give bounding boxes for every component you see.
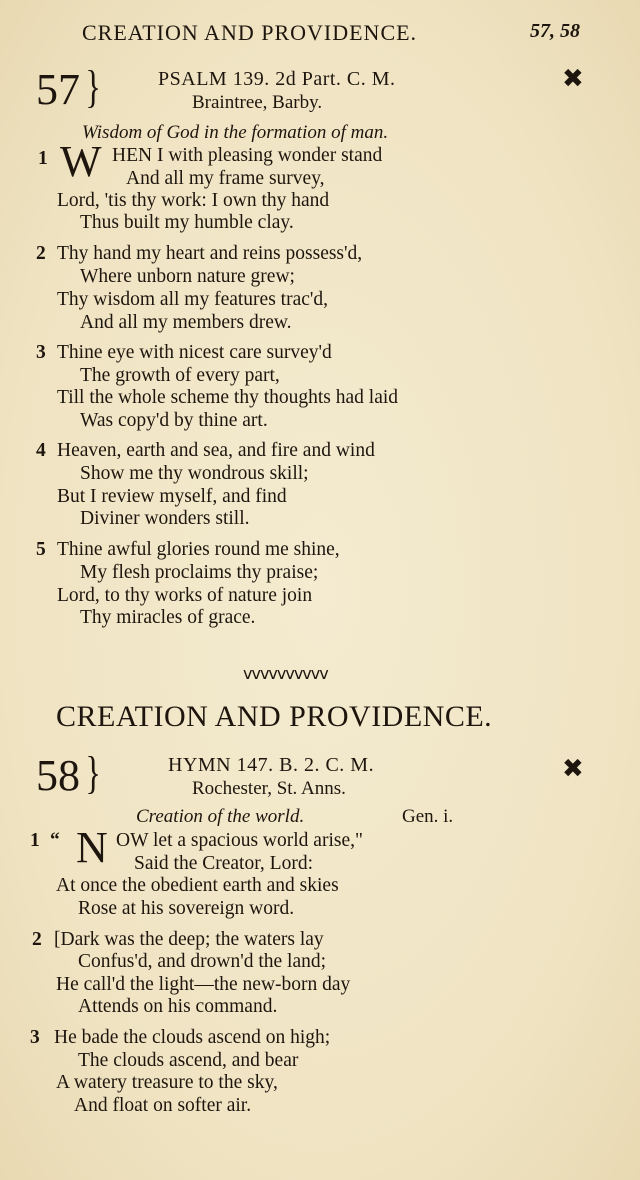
verse-line: And float on softer air. — [74, 1095, 252, 1116]
verse-line: OW let a spacious world arise," — [116, 830, 363, 851]
verse-line: Thus built my humble clay. — [80, 212, 294, 233]
verse-line: Was copy'd by thine art. — [80, 410, 268, 431]
verse-line: But I review myself, and find — [57, 486, 287, 507]
hymn-title: HYMN 147. B. 2. C. M. — [168, 754, 375, 776]
verse-line: Thine awful glories round me shine, — [57, 539, 340, 560]
verse-line: Thy hand my heart and reins possess'd, — [57, 243, 363, 264]
verse-number: 5 — [36, 539, 46, 560]
verse-line: [Dark was the deep; the waters lay — [54, 929, 324, 950]
verse-line: Diviner wonders still. — [80, 508, 250, 529]
scripture-reference: Gen. i. — [402, 806, 454, 827]
verse-number: 3 — [36, 342, 46, 363]
verse-line: He bade the clouds ascend on high; — [54, 1027, 331, 1048]
verse-number: 2 — [36, 243, 46, 264]
tune-names: Braintree, Barby. — [192, 92, 323, 113]
verse-line: A watery treasure to the sky, — [56, 1072, 278, 1093]
psalm-number: 57 — [36, 65, 80, 114]
verse-line: Said the Creator, Lord: — [134, 853, 314, 874]
verse-line: Till the whole scheme thy thoughts had laid — [57, 387, 399, 408]
verse-line: Show me thy wondrous skill; — [80, 463, 309, 484]
cross-mark-icon: ✖ — [562, 64, 584, 94]
brace-glyph: } — [85, 61, 101, 112]
verse-line: Lord, 'tis thy work: I own thy hand — [57, 190, 330, 211]
verse-line: Thy wisdom all my features trac'd, — [57, 289, 329, 310]
tune-names: Rochester, St. Anns. — [192, 778, 346, 799]
verse-line: Attends on his command. — [78, 996, 278, 1017]
hymn-subtitle: Creation of the world. — [136, 806, 305, 827]
hymn-number: 58 — [36, 751, 80, 800]
running-head: CREATION AND PROVIDENCE. — [82, 20, 418, 45]
verse-line: Where unborn nature grew; — [80, 266, 295, 287]
ornament-divider: vvvvvvvvvv — [243, 664, 328, 683]
verse-line: Lord, to thy works of nature join — [57, 585, 313, 606]
verse-line: And all my members drew. — [80, 312, 292, 333]
verse-number: 2 — [32, 929, 42, 950]
verse-line: Thy miracles of grace. — [80, 607, 256, 628]
page-numbers: 57, 58 — [530, 20, 580, 42]
drop-cap: W — [60, 137, 102, 186]
open-quote: “ — [50, 830, 60, 851]
verse-line: My flesh proclaims thy praise; — [80, 562, 319, 583]
verse-number: 4 — [36, 440, 46, 461]
verse-line: Rose at his sovereign word. — [78, 898, 295, 919]
verse-number: 1 — [30, 830, 40, 851]
psalm-title: PSALM 139. 2d Part. C. M. — [158, 68, 396, 90]
verse-line: He call'd the light—the new-born day — [56, 974, 351, 995]
cross-mark-icon: ✖ — [562, 754, 584, 784]
verse-number: 3 — [30, 1027, 40, 1048]
verse-line: HEN I with pleasing wonder stand — [112, 145, 383, 166]
verse-line: At once the obedient earth and skies — [56, 875, 339, 896]
verse-line: Heaven, earth and sea, and fire and wind — [57, 440, 375, 461]
verse-line: The clouds ascend, and bear — [78, 1050, 299, 1071]
psalm-subtitle: Wisdom of God in the formation of man. — [82, 122, 389, 143]
verse-line: Confus'd, and drown'd the land; — [78, 951, 327, 972]
verse-number: 1 — [38, 148, 48, 169]
drop-cap: N — [76, 823, 108, 872]
verse-line: And all my frame survey, — [126, 168, 325, 189]
brace-glyph: } — [85, 747, 101, 798]
verse-line: Thine eye with nicest care survey'd — [57, 342, 332, 363]
section-heading: CREATION AND PROVIDENCE. — [56, 700, 493, 733]
verse-line: The growth of every part, — [80, 365, 280, 386]
